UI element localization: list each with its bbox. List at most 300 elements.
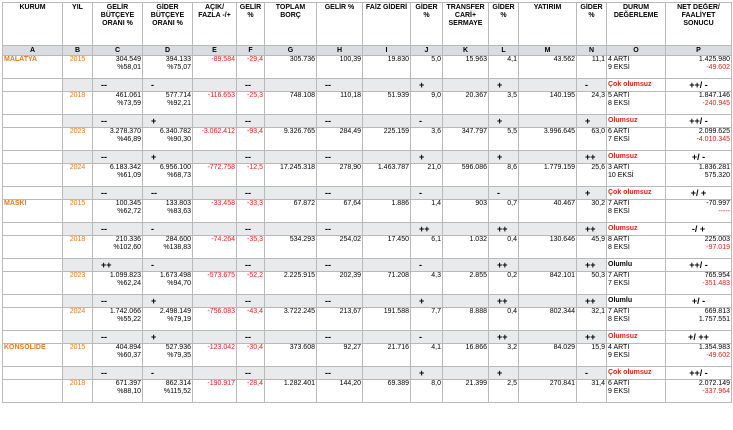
sign-cell-p: +/ + (666, 187, 732, 200)
header-row (3, 3, 732, 46)
faiz-gideri-cell: 191.588 (363, 308, 411, 331)
kurum-cell (3, 92, 63, 115)
value: 394.133 (165, 56, 191, 63)
faaliyet-value: -337.964 (702, 388, 730, 395)
sign-cell-f: -- (237, 367, 265, 380)
sign-cell-n: ++ (577, 223, 607, 236)
faaliyet-value: 1.757.551 (698, 316, 730, 323)
net-value: -70.997 (706, 200, 730, 207)
transfer-pct-cell: 0,2 (489, 272, 519, 295)
sign-cell-h: -- (317, 79, 363, 92)
sign-cell-d: + (143, 115, 193, 128)
acik-fazla-cell: -573.675 (193, 272, 237, 295)
sign-cell-m (519, 331, 577, 344)
table-body (3, 56, 732, 403)
sign-cell-d: + (143, 151, 193, 164)
transfer-pct-cell: 4,1 (489, 56, 519, 79)
kurum-cell (3, 367, 63, 380)
arti: 5 ARTI (608, 92, 630, 99)
sign-cell-k (443, 79, 489, 92)
yatirim-pct-cell: 32,1 (577, 308, 607, 331)
yatirim-pct-cell: 63,0 (577, 128, 607, 151)
year-cell (63, 259, 93, 272)
yatirim-cell: 43.562 (519, 56, 577, 79)
eksi: 10 EKSİ (608, 172, 634, 179)
transfer-pct-cell: 0,4 (489, 236, 519, 259)
ratio: %55,22 (117, 316, 141, 323)
value: 3.278.370 (109, 128, 141, 135)
yatirim-cell: 842.101 (519, 272, 577, 295)
sign-cell-i (363, 115, 411, 128)
transfer-cell: 596.086 (443, 164, 489, 187)
acik-fazla-cell: -190.917 (193, 380, 237, 403)
sign-cell-e (193, 331, 237, 344)
sign-cell-n: ++ (577, 151, 607, 164)
kurum-cell (3, 259, 63, 272)
year-cell: 2018 (63, 92, 93, 115)
arti: 4 ARTI (608, 344, 630, 351)
sign-cell-k (443, 331, 489, 344)
eksi: 9 EKSİ (608, 352, 630, 359)
gider-butce-cell (143, 380, 193, 403)
column-letter: E (193, 46, 237, 56)
value: 404.894 (115, 344, 141, 351)
net-deger-cell (666, 56, 732, 79)
gelir-butce-cell (93, 200, 143, 223)
sign-cell-k (443, 115, 489, 128)
column-letter-row (3, 46, 732, 56)
gelir-pct-cell: -52,2 (237, 272, 265, 295)
sign-cell-k (443, 259, 489, 272)
kurum-cell: KONSOLİDE (3, 344, 63, 367)
faiz-pct-cell: 21,0 (411, 164, 443, 187)
sign-cell-m (519, 79, 577, 92)
sign-cell-l: ++ (489, 331, 519, 344)
transfer-cell: 16.866 (443, 344, 489, 367)
column-header: NET DEĞER/ FAALİYET SONUCU (666, 3, 732, 46)
ratio: %92,21 (167, 100, 191, 107)
sign-cell-p: ++/ - (666, 367, 732, 380)
sign-cell-g (265, 223, 317, 236)
column-header: TRANSFER CARİ+ SERMAYE (443, 3, 489, 46)
sign-cell-o: Çok olumsuz (607, 367, 666, 380)
transfer-pct-cell: 0,7 (489, 200, 519, 223)
gelir-pct-cell: -25,3 (237, 92, 265, 115)
sign-cell-d: + (143, 295, 193, 308)
sign-cell-k (443, 295, 489, 308)
gelir-butce-cell (93, 56, 143, 79)
toplam-borc-cell: 2.225.915 (265, 272, 317, 295)
net-deger-cell (666, 200, 732, 223)
kurum-cell (3, 380, 63, 403)
faiz-gideri-cell: 21.716 (363, 344, 411, 367)
borc-gelir-pct-cell: 144,20 (317, 380, 363, 403)
faaliyet-value: -97.019 (706, 244, 730, 251)
ratio: %58,01 (117, 64, 141, 71)
sign-cell-o: Çok olumsuz (607, 79, 666, 92)
toplam-borc-cell: 748.108 (265, 92, 317, 115)
column-letter: K (443, 46, 489, 56)
value: 6.956.100 (159, 164, 191, 171)
value: 210.336 (115, 236, 141, 243)
toplam-borc-cell: 534.293 (265, 236, 317, 259)
sign-cell-g (265, 187, 317, 200)
net-value: 2.072.149 (698, 380, 730, 387)
value: 304.549 (115, 56, 141, 63)
transfer-cell: 347.797 (443, 128, 489, 151)
table-row (3, 236, 732, 259)
toplam-borc-cell: 305.736 (265, 56, 317, 79)
sign-cell-i (363, 151, 411, 164)
sign-cell-l: ++ (489, 223, 519, 236)
acik-fazla-cell: -3.062.412 (193, 128, 237, 151)
column-header: YIL (63, 3, 93, 46)
faiz-gideri-cell: 71.208 (363, 272, 411, 295)
ratio: %62,24 (117, 280, 141, 287)
gelir-butce-cell (93, 272, 143, 295)
ratio: %79,35 (167, 352, 191, 359)
sign-cell-n: ++ (577, 259, 607, 272)
acik-fazla-cell: -756.083 (193, 308, 237, 331)
sign-cell-h: -- (317, 331, 363, 344)
sign-cell-h: -- (317, 295, 363, 308)
sign-cell-g (265, 79, 317, 92)
column-header: GELİR % (317, 3, 363, 46)
sign-cell-m (519, 367, 577, 380)
sign-row (3, 295, 732, 308)
column-letter: B (63, 46, 93, 56)
yatirim-pct-cell: 50,3 (577, 272, 607, 295)
year-cell: 2015 (63, 344, 93, 367)
sign-row (3, 259, 732, 272)
durum-cell (607, 236, 666, 259)
net-value: 225.003 (704, 236, 730, 243)
gelir-pct-cell: -43,4 (237, 308, 265, 331)
gider-butce-cell (143, 344, 193, 367)
table-row (3, 200, 732, 223)
sign-cell-j: - (411, 187, 443, 200)
sign-cell-j: + (411, 79, 443, 92)
ratio: %90,30 (167, 136, 191, 143)
sign-cell-o: Olumsuz (607, 151, 666, 164)
sign-cell-l: + (489, 367, 519, 380)
faaliyet-value: -351.483 (702, 280, 730, 287)
faiz-gideri-cell: 1.886 (363, 200, 411, 223)
yatirim-pct-cell: 25,6 (577, 164, 607, 187)
sign-cell-d: - (143, 79, 193, 92)
net-deger-cell (666, 92, 732, 115)
sign-cell-m (519, 223, 577, 236)
gider-butce-cell (143, 200, 193, 223)
kurum-cell (3, 331, 63, 344)
durum-cell (607, 164, 666, 187)
column-letter: F (237, 46, 265, 56)
sign-cell-m (519, 115, 577, 128)
net-deger-cell (666, 236, 732, 259)
sign-cell-f: -- (237, 259, 265, 272)
sign-cell-j: - (411, 331, 443, 344)
gelir-pct-cell: -29,4 (237, 56, 265, 79)
toplam-borc-cell: 1.282.401 (265, 380, 317, 403)
table-row (3, 308, 732, 331)
arti: 6 ARTI (608, 380, 630, 387)
kurum-cell (3, 272, 63, 295)
borc-gelir-pct-cell: 213,67 (317, 308, 363, 331)
eksi: 9 EKSİ (608, 388, 630, 395)
column-letter: G (265, 46, 317, 56)
table-row (3, 56, 732, 79)
ratio: %79,19 (167, 316, 191, 323)
sign-cell-c: -- (93, 115, 143, 128)
faiz-pct-cell: 3,6 (411, 128, 443, 151)
sign-cell-o: Olumlu (607, 295, 666, 308)
sign-cell-e (193, 187, 237, 200)
sign-cell-f: -- (237, 187, 265, 200)
sign-cell-o: Olumlu (607, 259, 666, 272)
borc-gelir-pct-cell: 100,39 (317, 56, 363, 79)
kurum-cell (3, 187, 63, 200)
eksi: 8 EKSİ (608, 208, 630, 215)
net-deger-cell (666, 344, 732, 367)
transfer-cell: 903 (443, 200, 489, 223)
gelir-butce-cell (93, 128, 143, 151)
durum-cell (607, 56, 666, 79)
kurum-cell (3, 223, 63, 236)
net-value: 1.354.983 (698, 344, 730, 351)
kurum-cell (3, 164, 63, 187)
column-letter: N (577, 46, 607, 56)
year-cell (63, 295, 93, 308)
sign-cell-c: -- (93, 367, 143, 380)
value: 862.314 (165, 380, 191, 387)
sign-cell-e (193, 151, 237, 164)
sign-cell-m (519, 259, 577, 272)
faiz-pct-cell: 5,0 (411, 56, 443, 79)
yatirim-cell: 270.841 (519, 380, 577, 403)
sign-cell-g (265, 115, 317, 128)
sign-cell-d: - (143, 259, 193, 272)
ratio: %102,60 (113, 244, 141, 251)
sign-cell-f: -- (237, 151, 265, 164)
acik-fazla-cell: -33.458 (193, 200, 237, 223)
gelir-pct-cell: -33,3 (237, 200, 265, 223)
yatirim-cell: 1.779.159 (519, 164, 577, 187)
sign-cell-i (363, 223, 411, 236)
sign-cell-n: - (577, 367, 607, 380)
sign-cell-p: -/ + (666, 223, 732, 236)
faiz-pct-cell: 4,1 (411, 344, 443, 367)
sign-cell-o: Olumsuz (607, 115, 666, 128)
ratio: %68,73 (167, 172, 191, 179)
arti: 7 ARTI (608, 272, 630, 279)
column-header: GELİR % (237, 3, 265, 46)
faiz-gideri-cell: 51.939 (363, 92, 411, 115)
sign-cell-e (193, 115, 237, 128)
column-letter: C (93, 46, 143, 56)
table-row (3, 272, 732, 295)
ratio: %60,37 (117, 352, 141, 359)
transfer-pct-cell: 8,6 (489, 164, 519, 187)
sign-cell-p: ++/ - (666, 259, 732, 272)
faaliyet-value: -49.602 (706, 352, 730, 359)
net-value: 1.836.281 (698, 164, 730, 171)
column-header: YATIRIM (519, 3, 577, 46)
sign-cell-h: -- (317, 367, 363, 380)
sign-cell-j: + (411, 295, 443, 308)
column-header: GİDER % (489, 3, 519, 46)
column-letter: A (3, 46, 63, 56)
value: 1.742.066 (109, 308, 141, 315)
transfer-pct-cell: 0,4 (489, 308, 519, 331)
column-letter: M (519, 46, 577, 56)
gelir-butce-cell (93, 344, 143, 367)
sign-cell-e (193, 367, 237, 380)
ratio: %94,70 (167, 280, 191, 287)
sign-cell-n: + (577, 187, 607, 200)
table-row (3, 92, 732, 115)
arti: 3 ARTI (608, 164, 630, 171)
gelir-butce-cell (93, 164, 143, 187)
durum-cell (607, 344, 666, 367)
ratio: %115,52 (163, 388, 191, 395)
column-letter: L (489, 46, 519, 56)
kurum-cell (3, 79, 63, 92)
sign-row (3, 115, 732, 128)
sign-cell-n: ++ (577, 295, 607, 308)
sign-cell-l: ++ (489, 295, 519, 308)
year-cell (63, 115, 93, 128)
arti: 4 ARTI (608, 56, 630, 63)
arti: 7 ARTI (608, 308, 630, 315)
column-letter: O (607, 46, 666, 56)
column-header: TOPLAM BORÇ (265, 3, 317, 46)
eksi: 8 EKSİ (608, 100, 630, 107)
value: 671.397 (115, 380, 141, 387)
sign-cell-j: - (411, 259, 443, 272)
sign-cell-j: ++ (411, 223, 443, 236)
gider-butce-cell (143, 92, 193, 115)
faiz-pct-cell: 9,0 (411, 92, 443, 115)
table-row (3, 128, 732, 151)
durum-cell (607, 92, 666, 115)
sign-cell-h: -- (317, 151, 363, 164)
toplam-borc-cell: 17.245.318 (265, 164, 317, 187)
sign-cell-i (363, 295, 411, 308)
ratio: %88,10 (117, 388, 141, 395)
column-letter: P (666, 46, 732, 56)
net-deger-cell (666, 380, 732, 403)
sign-cell-j: + (411, 151, 443, 164)
table-row (3, 164, 732, 187)
gider-butce-cell (143, 236, 193, 259)
column-letter: D (143, 46, 193, 56)
gelir-butce-cell (93, 92, 143, 115)
sign-cell-k (443, 367, 489, 380)
sign-cell-g (265, 367, 317, 380)
sign-cell-p: +/ ++ (666, 331, 732, 344)
eksi: 8 EKSİ (608, 244, 630, 251)
faaliyet-value: -49.602 (706, 64, 730, 71)
arti: 6 ARTI (608, 128, 630, 135)
kurum-cell: MASKİ (3, 200, 63, 223)
acik-fazla-cell: -116.653 (193, 92, 237, 115)
sign-cell-e (193, 223, 237, 236)
sign-row (3, 79, 732, 92)
ratio: %75,07 (167, 64, 191, 71)
durum-cell (607, 308, 666, 331)
gelir-pct-cell: -30,4 (237, 344, 265, 367)
sign-cell-j: + (411, 367, 443, 380)
durum-cell (607, 272, 666, 295)
sign-cell-c: -- (93, 331, 143, 344)
ratio: %46,89 (117, 136, 141, 143)
sign-cell-i (363, 259, 411, 272)
toplam-borc-cell: 373.608 (265, 344, 317, 367)
year-cell: 2015 (63, 56, 93, 79)
net-value: 1.847.146 (698, 92, 730, 99)
sign-row (3, 331, 732, 344)
sign-cell-l: + (489, 79, 519, 92)
sign-cell-d: - (143, 367, 193, 380)
borc-gelir-pct-cell: 278,90 (317, 164, 363, 187)
year-cell (63, 79, 93, 92)
sign-cell-o: Çok olumsuz (607, 187, 666, 200)
year-cell (63, 367, 93, 380)
borc-gelir-pct-cell: 202,39 (317, 272, 363, 295)
acik-fazla-cell: -89.584 (193, 56, 237, 79)
year-cell: 2018 (63, 236, 93, 259)
column-letter: I (363, 46, 411, 56)
faaliyet-value: 575.320 (704, 172, 730, 179)
sign-row (3, 187, 732, 200)
sign-cell-j: - (411, 115, 443, 128)
sign-cell-c: -- (93, 187, 143, 200)
sign-cell-n: + (577, 115, 607, 128)
sign-cell-m (519, 187, 577, 200)
borc-gelir-pct-cell: 67,64 (317, 200, 363, 223)
value: 1.099.823 (109, 272, 141, 279)
sign-cell-h: -- (317, 259, 363, 272)
value: 6.183.342 (109, 164, 141, 171)
year-cell: 2023 (63, 128, 93, 151)
year-cell (63, 223, 93, 236)
durum-cell (607, 200, 666, 223)
gider-butce-cell (143, 128, 193, 151)
yatirim-cell: 130.646 (519, 236, 577, 259)
sign-cell-c: ++ (93, 259, 143, 272)
sign-cell-l: + (489, 115, 519, 128)
net-deger-cell (666, 128, 732, 151)
value: 2.498.149 (159, 308, 191, 315)
sign-cell-i (363, 367, 411, 380)
column-header: DURUM DEĞERLEME (607, 3, 666, 46)
faaliyet-value: -240.945 (702, 100, 730, 107)
sign-cell-l: + (489, 151, 519, 164)
sign-cell-i (363, 79, 411, 92)
sign-cell-k (443, 151, 489, 164)
gider-butce-cell (143, 272, 193, 295)
borc-gelir-pct-cell: 284,49 (317, 128, 363, 151)
column-letter: H (317, 46, 363, 56)
sign-cell-m (519, 151, 577, 164)
year-cell (63, 331, 93, 344)
sign-cell-d: - (143, 223, 193, 236)
value: 6.340.782 (159, 128, 191, 135)
eksi: 9 EKSİ (608, 64, 630, 71)
year-cell: 2024 (63, 308, 93, 331)
yatirim-pct-cell: 45,9 (577, 236, 607, 259)
value: 577.714 (165, 92, 191, 99)
